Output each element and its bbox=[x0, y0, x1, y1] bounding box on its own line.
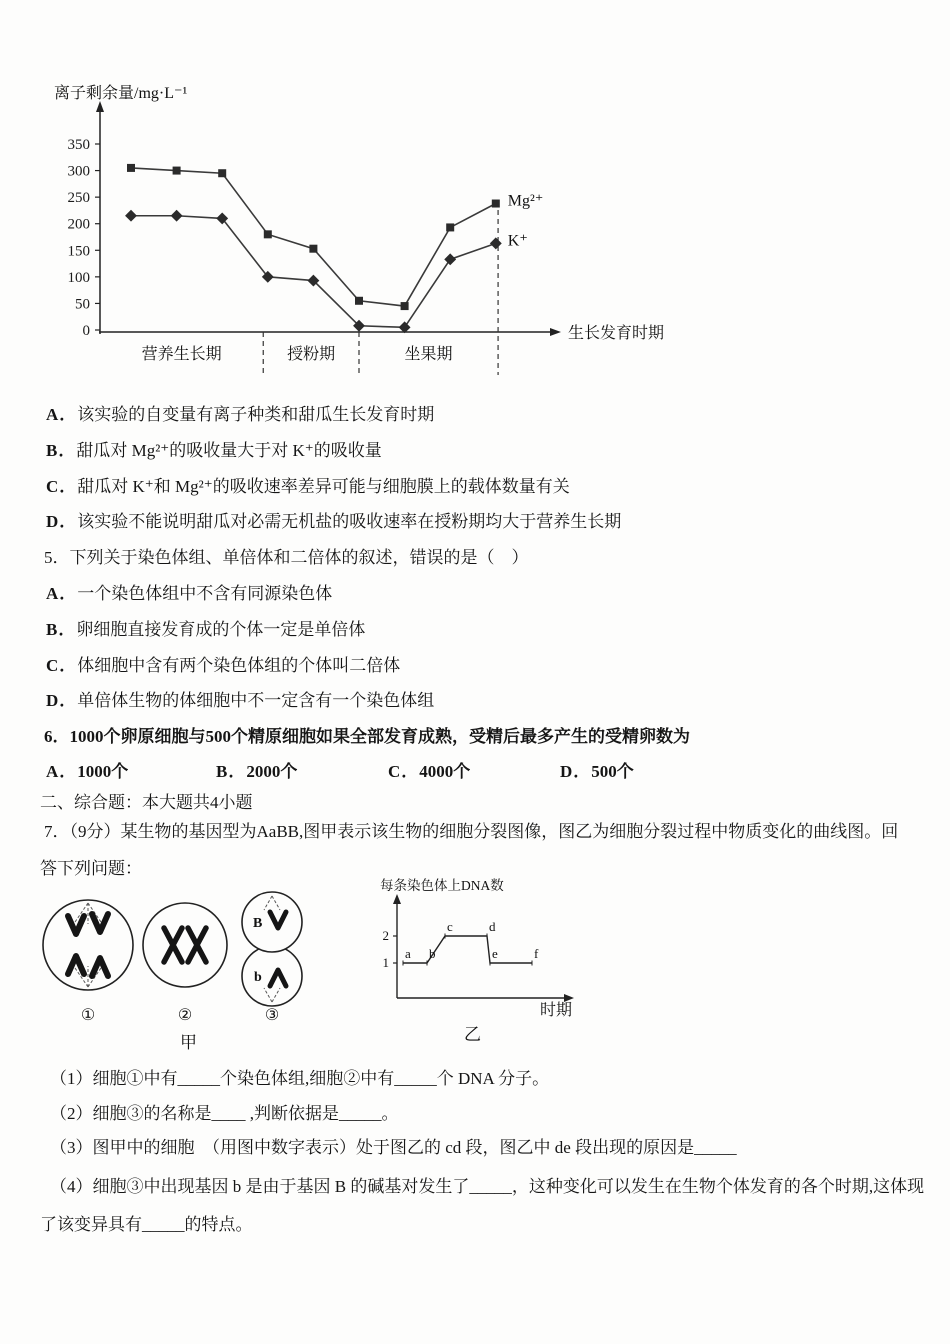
q7-sub1: （1）细胞①中有_____个染色体组,细胞②中有_____个 DNA 分子。 bbox=[50, 1069, 550, 1088]
svg-text:b: b bbox=[429, 946, 436, 961]
q5-stem: 5．下列关于染色体组、单倍体和二倍体的叙述，错误的是（ ） bbox=[44, 548, 529, 567]
option-letter: B． bbox=[46, 441, 77, 460]
q6-option-d bbox=[560, 761, 634, 784]
q6-option-a bbox=[46, 761, 128, 784]
chromosome-icon bbox=[92, 958, 108, 976]
figure-yi-dna-chart bbox=[372, 878, 612, 1053]
q6-option-c bbox=[388, 761, 470, 784]
spindle-fibers bbox=[75, 903, 101, 987]
option-text: 该实验的自变量有离子种类和甜瓜生长发育时期 bbox=[77, 405, 435, 424]
option-letter: D． bbox=[46, 691, 78, 710]
q4-option-a bbox=[46, 404, 434, 427]
q7-stem-line1: 7．（9分）某生物的基因型为AaBB,图甲表示该生物的细胞分裂图像，图乙为细胞分裂过程中物质变化的曲线图。回 bbox=[44, 822, 899, 841]
option-text: 500个 bbox=[591, 762, 634, 781]
ion-uptake-chart bbox=[38, 82, 718, 392]
q7-sub4-line2: 了该变异具有_____的特点。 bbox=[40, 1215, 253, 1234]
svg-text:150: 150 bbox=[67, 243, 90, 260]
q5-option-c bbox=[46, 655, 400, 678]
gene-b-uppercase-label: B bbox=[253, 916, 263, 931]
option-text: 体细胞中含有两个染色体组的个体叫二倍体 bbox=[77, 656, 401, 675]
q4-option-d bbox=[46, 511, 621, 534]
svg-text:350: 350 bbox=[67, 137, 90, 153]
svg-text:300: 300 bbox=[67, 163, 90, 180]
svg-text:2: 2 bbox=[382, 928, 389, 943]
svg-text:50: 50 bbox=[75, 296, 90, 313]
svg-text:时期: 时期 bbox=[540, 1002, 573, 1019]
svg-text:1: 1 bbox=[382, 955, 389, 970]
svg-text:坐果期: 坐果期 bbox=[404, 346, 453, 363]
q7-sub3: （3）图甲中的细胞 （用图中数字表示）处于图乙的 cd 段，图乙中 de 段出现的原因是_____ bbox=[50, 1138, 737, 1157]
svg-text:d: d bbox=[489, 919, 496, 934]
cell-2 bbox=[143, 903, 227, 1024]
q4-option-b bbox=[46, 440, 382, 463]
option-text: 单倍体生物的体细胞中不一定含有一个染色体组 bbox=[77, 691, 435, 710]
svg-text:a: a bbox=[405, 946, 411, 961]
option-text: 1000个 bbox=[77, 762, 129, 781]
section2-header: 二、综合题：本大题共4小题 bbox=[40, 793, 253, 812]
option-text: 卵细胞直接发育成的个体一定是单倍体 bbox=[76, 620, 366, 639]
svg-text:0: 0 bbox=[82, 323, 90, 339]
chromosome-icon bbox=[68, 956, 84, 974]
cell-3-label: ③ bbox=[264, 1007, 280, 1024]
option-text: 一个染色体组中不含有同源染色体 bbox=[77, 584, 333, 603]
q6-stem: 6．1000个卵原细胞与500个精原细胞如果全部发育成熟，受精后最多产生的受精卵数为 bbox=[44, 727, 690, 746]
svg-text:K⁺: K⁺ bbox=[507, 232, 528, 250]
option-letter: C． bbox=[46, 656, 78, 675]
q5-option-b bbox=[46, 619, 365, 642]
svg-text:c: c bbox=[447, 919, 453, 934]
option-text: 甜瓜对 K⁺和 Mg²⁺的吸收速率差异可能与细胞膜上的载体数量有关 bbox=[77, 477, 570, 496]
option-text: 该实验不能说明甜瓜对必需无机盐的吸收速率在授粉期均大于营养生长期 bbox=[77, 512, 622, 531]
cell-1 bbox=[43, 900, 133, 1024]
option-letter: C． bbox=[46, 477, 78, 496]
option-letter: A． bbox=[46, 584, 78, 603]
option-letter: D． bbox=[560, 762, 592, 781]
option-letter: D． bbox=[46, 512, 78, 531]
svg-text:Mg²⁺: Mg²⁺ bbox=[507, 192, 544, 210]
figure-jia-cell-diagram bbox=[40, 880, 380, 1058]
option-text: 4000个 bbox=[419, 762, 471, 781]
svg-text:乙: 乙 bbox=[464, 1025, 481, 1044]
option-text: 甜瓜对 Mg²⁺的吸收量大于对 K⁺的吸收量 bbox=[76, 441, 382, 460]
q7-sub4-line1: （4）细胞③中出现基因 b 是由于基因 B 的碱基对发生了_____，这种变化可以发生在生物个体发育的各个时期,这体现 bbox=[50, 1177, 925, 1196]
svg-text:营养生长期: 营养生长期 bbox=[141, 346, 222, 363]
option-text: 2000个 bbox=[246, 762, 298, 781]
chromosome-icon bbox=[68, 916, 84, 934]
cell-1-label: ① bbox=[80, 1007, 96, 1024]
svg-text:授粉期: 授粉期 bbox=[287, 346, 336, 363]
option-letter: A． bbox=[46, 762, 78, 781]
option-letter: C． bbox=[388, 762, 420, 781]
cell-3 bbox=[242, 892, 302, 1024]
q6-option-b bbox=[216, 761, 297, 784]
chromosome-icon bbox=[92, 914, 108, 932]
q5-option-a bbox=[46, 583, 332, 606]
q4-option-c bbox=[46, 476, 570, 499]
svg-text:生长发育时期: 生长发育时期 bbox=[568, 325, 665, 342]
svg-text:f: f bbox=[534, 946, 539, 961]
gene-b-lowercase-label: b bbox=[254, 970, 262, 985]
figure-jia-caption: 甲 bbox=[180, 1033, 197, 1052]
svg-text:离子剩余量/mg·L⁻¹: 离子剩余量/mg·L⁻¹ bbox=[54, 85, 188, 102]
cell-2-label: ② bbox=[177, 1007, 193, 1024]
svg-text:100: 100 bbox=[67, 269, 90, 286]
q7-sub2: （2）细胞③的名称是____ ,判断依据是_____。 bbox=[50, 1104, 399, 1123]
svg-text:200: 200 bbox=[67, 216, 90, 233]
option-letter: B． bbox=[216, 762, 247, 781]
option-letter: A． bbox=[46, 405, 78, 424]
q5-option-d bbox=[46, 690, 434, 713]
svg-text:250: 250 bbox=[67, 190, 90, 207]
svg-text:e: e bbox=[492, 946, 498, 961]
q7-stem-line2: 答下列问题： bbox=[40, 859, 142, 878]
svg-text:每条染色体上DNA数: 每条染色体上DNA数 bbox=[380, 878, 504, 893]
option-letter: B． bbox=[46, 620, 77, 639]
